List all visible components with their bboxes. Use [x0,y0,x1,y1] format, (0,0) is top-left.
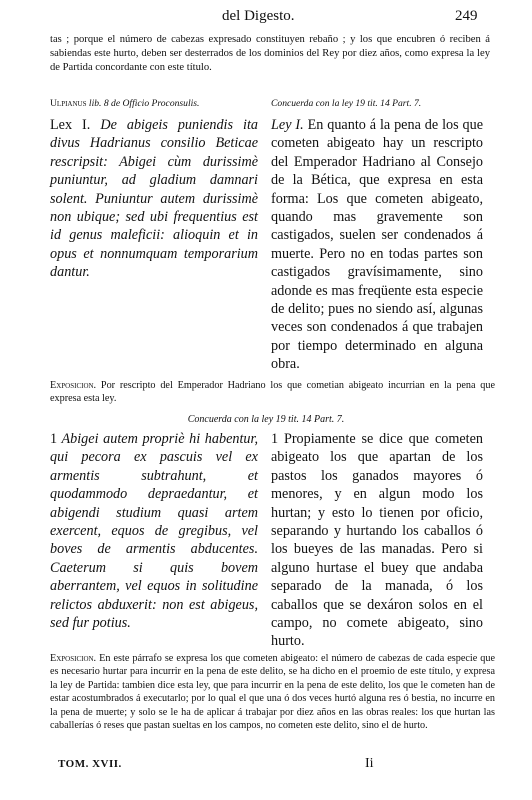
page-header [0,8,532,30]
exposition-text: Por rescripto del Emperador Hadriano los que cometian abigeato incurrian en la pena que expresa esta ley. [50,380,495,405]
latin-paragraph-text [50,430,258,632]
tome-label: TOM. XVII. [58,758,122,770]
exposition-label: Exposicion. [50,653,97,664]
latin-law-body: De abigeis puniendis ita divus Hadrianus consilio Beticae rescripsit: Abigei cùm durissimè puniuntur, ad gladium damnari solent. Puniuntur autem durissimè non ubique; sed ubi frequentius est id genus maleficii: alioquin et in opus et nonnumquam temporarium dantur. [50,117,258,281]
latin-law-number: Lex I. [50,117,91,133]
page-number: 249 [455,8,478,24]
exposition-text: En este párrafo se expresa los que cometen abigeato: el número de cabezas de cada especie que es necesario hurtar para incurrir en la pena de este delito, se ha dicho en el proemio de este título, y expresa la ley de Partida: tambien dice esta ley, que para incurrir en la pena de este delito, los que le cometen han de estar acostumbrados á executarlo; por lo qual el que una ó dos veces hurtó alguna res ó bestia, no incurre en la pena de muerte; y solo se le ha de aplicar á trabajar por diez años en las obras reales: los que hurtan las caballerías ó reses que pastan sueltas en los campos, no cometen este delito, sino el de hurto. [50,653,496,732]
signature-mark: Ii [365,756,374,771]
spanish-paragraph-body: Propiamente se dice que cometen abigeato los que apartan de los pastos los ganados mayores ó menores, y en algun modo los hurtan; y esto lo tienen por oficio, separando y hurtando los caballos ó los bueyes de las manadas. Pero si alguno hurtase el buey que andaba separado de la manada, ó los caballos que se dexáron solos en el campo, no comete abigeato, sino hurto. [271,431,483,650]
spanish-law-body: En quanto á la pena de los que cometen abigeato hay un rescripto del Emperador Hadriano al Consejo de la Bética, que expresa en esta forma: Los que cometen abigeato, quando mas gravemente son castigados, suelen ser condenados á muerte. Pero no en todas partes son castigados gravísimamente, sino adonde es mas freqüente esta especie de delito; pues no siendo así, algunas veces son condenados á que trabajen por tiempo determinado en alguna obra. [271,117,484,373]
intro-paragraph: tas ; porque el número de cabezas expresado constituyen rebaño ; y los que encubren ó reciben á sabiendas este hurto, deben ser desterrados de los dominios del Rey por diez años, como expresa la ley de Partida concordante con este título. [50,34,490,73]
left-column-heading [50,98,258,109]
running-head: del Digesto. [222,8,295,24]
spanish-law-number: Ley I. [271,117,304,133]
section-2-heading: Concuerda con la ley 19 tit. 14 Part. 7. [187,414,345,425]
latin-paragraph-number: 1 [50,431,58,447]
spanish-law-text [271,116,483,374]
source-reference: lib. 8 de Officio Proconsulis. [88,98,200,109]
exposition-2 [50,652,495,732]
spanish-paragraph-text [271,430,483,651]
latin-law-text [50,116,258,282]
author-name: Ulpianus [50,98,87,109]
latin-paragraph-body: Abigei autem propriè hi habentur, qui pecora ex pascuis vel ex armentis subtrahunt, et quodammodo depraedantur, et abigendi studium quasi artem exercent, equos de gregibus, vel boves de armentis abducentes. Caeterum si quis bovem aberrantem, vel equos in solitudine relictos abduxerit: non est abigeus, sed fur potius. [50,431,259,632]
spanish-paragraph-number: 1 [271,431,279,447]
exposition-1 [50,379,495,406]
page-footer [0,758,532,778]
right-column-heading: Concuerda con la ley 19 tit. 14 Part. 7. [271,98,422,109]
exposition-label: Exposicion. [50,380,97,391]
